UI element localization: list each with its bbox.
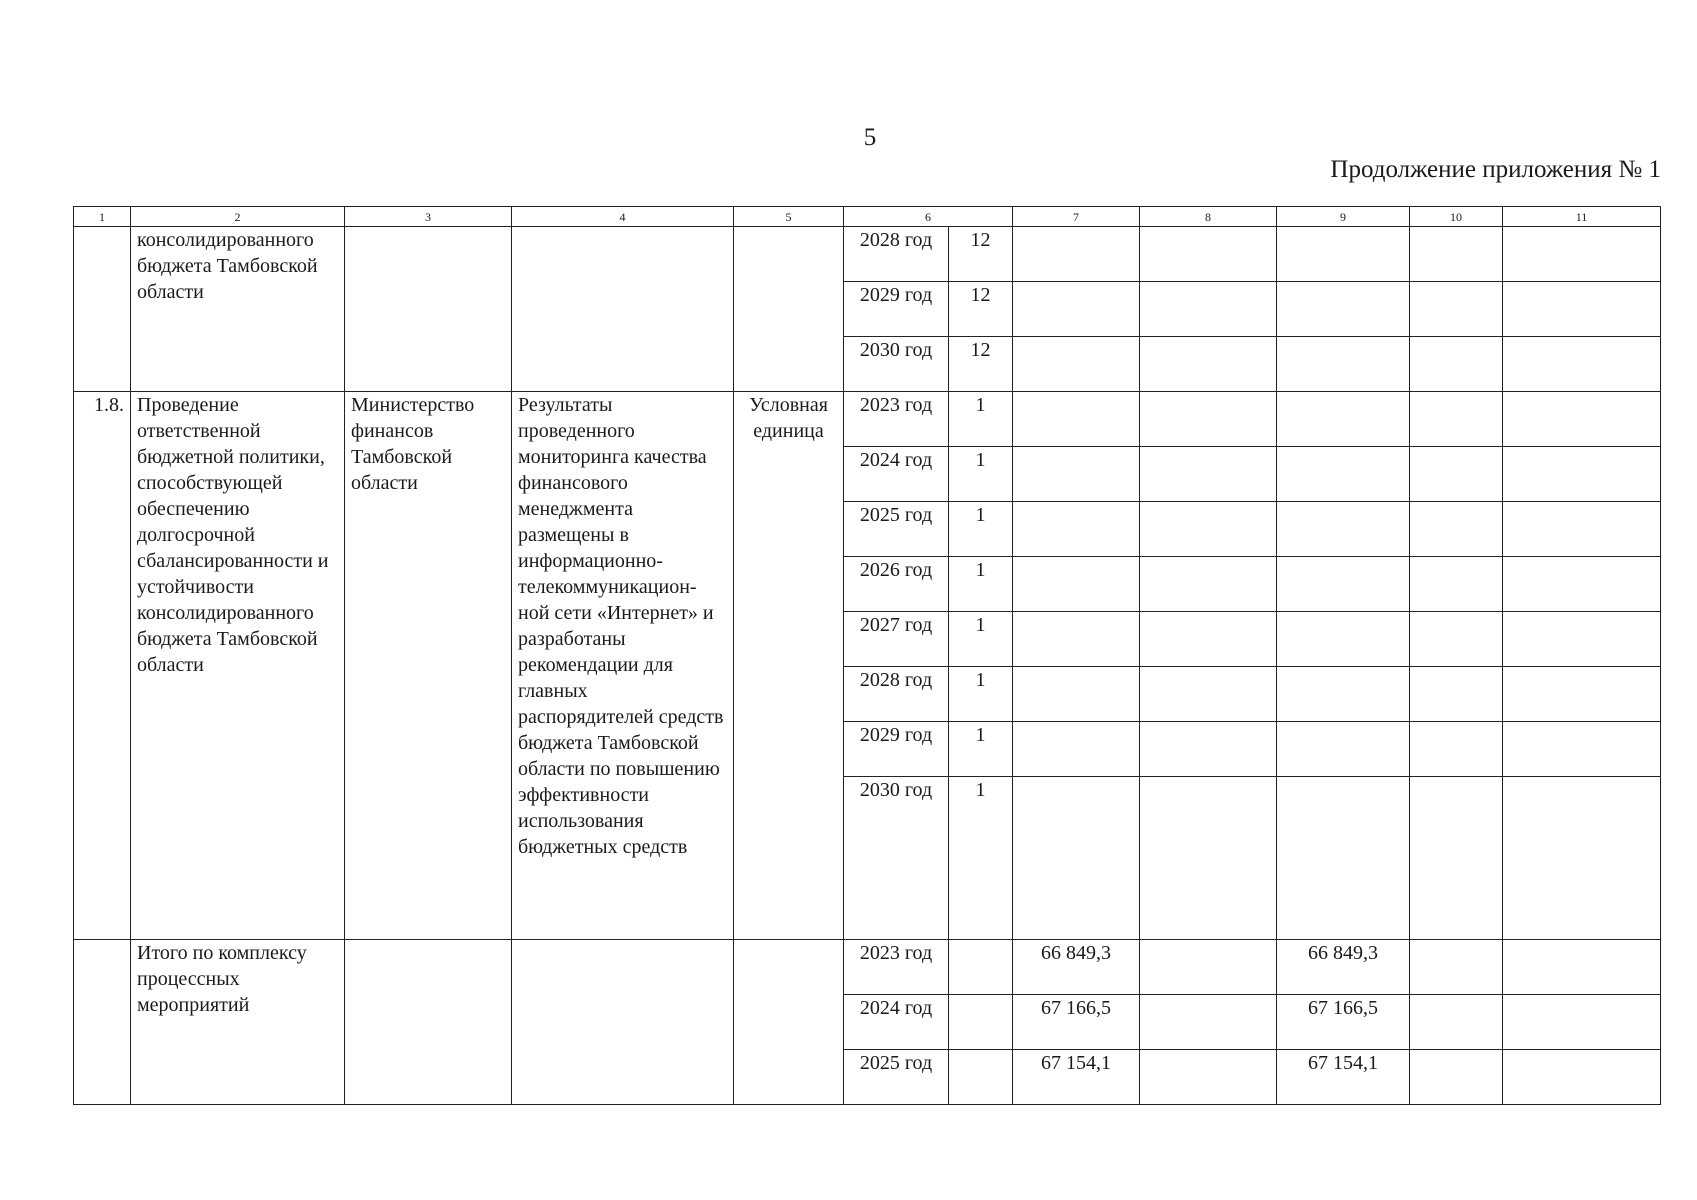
column-number: 8 bbox=[1140, 207, 1277, 227]
page-number: 5 bbox=[863, 124, 877, 151]
responsible-cell bbox=[345, 940, 512, 1105]
column-number: 1 bbox=[74, 207, 131, 227]
column-number: 9 bbox=[1277, 207, 1410, 227]
year-cell: 2028 год bbox=[844, 227, 949, 282]
unit-cell bbox=[734, 940, 844, 1105]
activity-name-cell: Итого по комплексу процессных мероприятий bbox=[131, 940, 345, 1105]
year-cell: 2025 год bbox=[844, 502, 949, 557]
value-cell: 1 bbox=[949, 612, 1013, 667]
table-row bbox=[74, 392, 1661, 447]
year-cell: 2025 год bbox=[844, 1050, 949, 1105]
unit-cell: Условная единица bbox=[734, 392, 844, 940]
regional-budget-amount-cell: 66 849,3 bbox=[1277, 940, 1410, 995]
year-cell: 2030 год bbox=[844, 777, 949, 940]
column-number-row bbox=[74, 207, 1661, 227]
value-cell: 12 bbox=[949, 282, 1013, 337]
year-cell: 2026 год bbox=[844, 557, 949, 612]
value-cell: 1 bbox=[949, 777, 1013, 940]
year-cell: 2030 год bbox=[844, 337, 949, 392]
year-cell: 2023 год bbox=[844, 940, 949, 995]
value-cell: 1 bbox=[949, 502, 1013, 557]
responsible-cell bbox=[345, 227, 512, 392]
program-table bbox=[73, 206, 1661, 1105]
activity-name-cell: Проведение ответственной бюджетной политики, способствующей обеспечению долгосрочной сбалансированности и устойчивости консолидированного бюджета Тамбовской области bbox=[131, 392, 345, 940]
year-cell: 2029 год bbox=[844, 722, 949, 777]
year-cell: 2027 год bbox=[844, 612, 949, 667]
value-cell: 1 bbox=[949, 392, 1013, 447]
value-cell: 1 bbox=[949, 722, 1013, 777]
row-number-cell bbox=[74, 227, 131, 392]
total-amount-cell: 66 849,3 bbox=[1013, 940, 1140, 995]
total-amount-cell: 67 166,5 bbox=[1013, 995, 1140, 1050]
column-number: 5 bbox=[734, 207, 844, 227]
result-cell: Результаты проведенного мониторинга качества финансового менеджмента размещены в информационно-телекоммуникацион-ной сети «Интернет» и разработаны рекомендации для главных распорядителей средств бюджета Тамбовской области по повышению эффективности использования бюджетных средств bbox=[512, 392, 734, 940]
responsible-cell: Министерство финансов Тамбовской области bbox=[345, 392, 512, 940]
value-cell: 1 bbox=[949, 557, 1013, 612]
row-number-cell: 1.8. bbox=[74, 392, 131, 940]
table-row bbox=[74, 940, 1661, 995]
appendix-continuation-note: Продолжение приложения № 1 bbox=[1330, 156, 1661, 183]
result-cell bbox=[512, 227, 734, 392]
column-number: 6 bbox=[844, 207, 1013, 227]
year-cell: 2028 год bbox=[844, 667, 949, 722]
regional-budget-amount-cell: 67 166,5 bbox=[1277, 995, 1410, 1050]
column-number: 7 bbox=[1013, 207, 1140, 227]
year-cell: 2029 год bbox=[844, 282, 949, 337]
value-cell: 12 bbox=[949, 337, 1013, 392]
regional-budget-amount-cell: 67 154,1 bbox=[1277, 1050, 1410, 1105]
column-number: 4 bbox=[512, 207, 734, 227]
year-cell: 2024 год bbox=[844, 447, 949, 502]
result-cell bbox=[512, 940, 734, 1105]
value-cell: 1 bbox=[949, 667, 1013, 722]
year-cell: 2024 год bbox=[844, 995, 949, 1050]
value-cell: 12 bbox=[949, 227, 1013, 282]
row-number-cell bbox=[74, 940, 131, 1105]
unit-cell bbox=[734, 227, 844, 392]
column-number: 11 bbox=[1503, 207, 1661, 227]
column-number: 3 bbox=[345, 207, 512, 227]
year-cell: 2023 год bbox=[844, 392, 949, 447]
total-amount-cell: 67 154,1 bbox=[1013, 1050, 1140, 1105]
column-number: 2 bbox=[131, 207, 345, 227]
activity-name-cell: консолидированного бюджета Тамбовской области bbox=[131, 227, 345, 392]
column-number: 10 bbox=[1410, 207, 1503, 227]
table-row bbox=[74, 227, 1661, 282]
value-cell: 1 bbox=[949, 447, 1013, 502]
